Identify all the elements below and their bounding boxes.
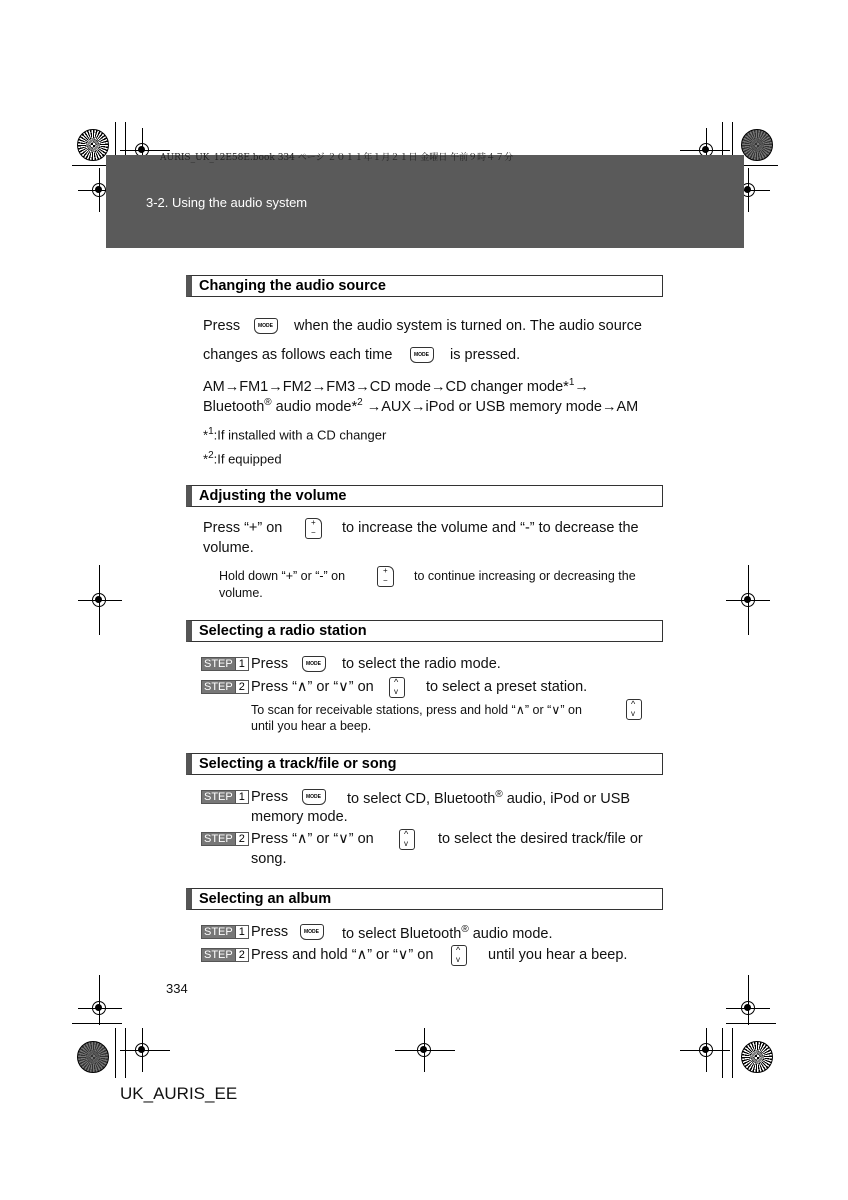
registration-mark-icon: [741, 593, 755, 607]
text-track-step1-rest: [347, 789, 630, 807]
mode-button-icon: [254, 318, 278, 334]
step-label: STEP: [204, 791, 233, 803]
text-track-step1d: memory mode.: [251, 809, 348, 825]
seek-button-icon: [399, 829, 415, 850]
color-rosette-icon: [77, 1041, 109, 1073]
step-label: STEP: [204, 926, 233, 938]
step-badge-2: [201, 680, 249, 694]
fn1-text: :If installed with a CD changer: [213, 427, 387, 443]
text-hold-c: volume.: [219, 586, 263, 600]
heading-text: Selecting a track/file or song: [199, 756, 397, 772]
track-reg: ®: [495, 789, 503, 800]
step-badge-2: [201, 832, 249, 846]
crop-mark: [115, 1028, 116, 1078]
text-track-step2b: to select the desired track/file or: [438, 831, 643, 847]
album-step1b: to select Bluetooth: [342, 925, 462, 942]
source-sequence-line1: [203, 377, 589, 395]
seek-button-icon: [451, 945, 467, 966]
source-sequence-line2: [203, 397, 638, 415]
color-rosette-icon: [741, 1041, 773, 1073]
registration-mark-icon: [417, 1043, 431, 1057]
section-heading-track: [186, 753, 663, 775]
text-radio-step2a: Press “∧” or “∨” on: [251, 679, 374, 695]
crop-mark: [744, 165, 778, 166]
section-heading-radio: [186, 620, 663, 642]
registration-mark-icon: [135, 1043, 149, 1057]
track-step1b: to select CD, Bluetooth: [347, 790, 496, 807]
seq2-sup: 2: [357, 397, 363, 408]
track-step1c: audio, iPod or USB: [502, 790, 631, 807]
footnote-1: [203, 426, 386, 442]
step-badge-1: [201, 657, 249, 671]
volume-button-icon: [377, 566, 394, 587]
mode-button-icon: [410, 347, 434, 363]
crop-mark: [72, 1023, 122, 1024]
text-volume-1a: Press “+” on: [203, 520, 283, 536]
text-when-on: when the audio system is turned on. The audio source: [294, 318, 642, 334]
step-number: 1: [235, 791, 248, 803]
section-heading-album: [186, 888, 663, 910]
heading-text: Selecting a radio station: [199, 623, 367, 639]
text-volume-2: volume.: [203, 540, 254, 556]
registration-mark-icon: [92, 1001, 106, 1015]
seq1-end: →: [574, 378, 589, 395]
seek-button-icon: [626, 699, 642, 720]
mode-button-icon: [302, 656, 326, 672]
step-label: STEP: [204, 681, 233, 693]
fn1-mark: *: [203, 427, 209, 443]
registration-mark-icon: [699, 1043, 713, 1057]
step-number: 2: [235, 833, 248, 845]
album-step1c: audio mode.: [468, 925, 553, 942]
color-rosette-icon: [77, 129, 109, 161]
step-label: STEP: [204, 658, 233, 670]
text-track-step2a: Press “∧” or “∨” on: [251, 831, 374, 847]
text-album-step1a: Press: [251, 924, 289, 940]
heading-text: Selecting an album: [199, 891, 332, 907]
mode-button-icon: [300, 924, 324, 940]
seek-button-icon: [389, 677, 405, 698]
text-track-step1a: Press: [251, 789, 289, 805]
crop-mark: [125, 1028, 126, 1078]
step-number: 1: [235, 926, 248, 938]
seq1: AM→FM1→FM2→FM3→CD mode→CD changer mode*: [203, 378, 569, 395]
text-radio-step1b: to select the radio mode.: [342, 656, 501, 672]
color-rosette-icon: [741, 129, 773, 161]
fn2-text: :If equipped: [213, 451, 282, 467]
crop-mark: [732, 1028, 733, 1078]
volume-button-icon: [305, 518, 322, 539]
album-reg: ®: [461, 924, 469, 935]
text-is-pressed: is pressed.: [450, 347, 521, 363]
step-badge-2: [201, 948, 249, 962]
registration-mark-icon: [92, 593, 106, 607]
registration-line: [99, 975, 100, 1025]
text-album-step2b: until you hear a beep.: [488, 947, 628, 963]
registration-line: [748, 975, 749, 1025]
heading-text: Changing the audio source: [199, 278, 386, 294]
fn2-mark: *: [203, 451, 209, 467]
registration-mark-icon: [741, 1001, 755, 1015]
step-label: STEP: [204, 949, 233, 961]
seq2c: →AUX→iPod or USB memory mode→AM: [362, 398, 639, 415]
step-badge-1: [201, 790, 249, 804]
crop-mark: [726, 1023, 776, 1024]
text-scan-a: To scan for receivable stations, press and hold “∧” or “∨” on: [251, 703, 582, 717]
text-scan-b: until you hear a beep.: [251, 719, 372, 733]
step-number: 2: [235, 949, 248, 961]
text-changes: changes as follows each time: [203, 347, 393, 363]
text-radio-step2b: to select a preset station.: [426, 679, 588, 695]
section-heading-volume: [186, 485, 663, 507]
page-number: 334: [166, 981, 188, 996]
section-header-title: 3-2. Using the audio system: [146, 195, 308, 210]
text-hold-a: Hold down “+” or “-” on: [219, 569, 346, 583]
heading-text: Adjusting the volume: [199, 488, 347, 504]
section-heading-changing: [186, 275, 663, 297]
seq2a: Bluetooth: [203, 398, 265, 415]
step-label: STEP: [204, 833, 233, 845]
text-hold-b: to continue increasing or decreasing the: [414, 569, 636, 583]
seq1-sup: 1: [568, 377, 575, 388]
text-press: Press: [203, 318, 241, 334]
seq2-reg: ®: [264, 397, 272, 408]
file-info-line: AURIS_UK_12E58E.book 334 ページ ２０１１年１月２１日 金曜日 午前９時４７分: [160, 153, 514, 163]
crop-mark: [722, 1028, 723, 1078]
text-radio-step1a: Press: [251, 656, 289, 672]
text-album-step1-rest: [342, 924, 553, 942]
text-volume-1b: to increase the volume and “-” to decrease the: [342, 520, 639, 536]
seq2b: audio mode*: [271, 398, 358, 415]
fn2-sup: 2: [208, 450, 214, 461]
crop-mark: [72, 165, 106, 166]
registration-mark-icon: [92, 183, 106, 197]
footer-code: UK_AURIS_EE: [120, 1084, 238, 1103]
mode-button-icon: [302, 789, 326, 805]
step-number: 2: [235, 681, 248, 693]
text-album-step2a: Press and hold “∧” or “∨” on: [251, 947, 434, 963]
footnote-2: [203, 450, 282, 466]
fn1-sup: 1: [208, 426, 214, 437]
step-badge-1: [201, 925, 249, 939]
text-track-step2c: song.: [251, 851, 287, 867]
step-number: 1: [235, 658, 248, 670]
